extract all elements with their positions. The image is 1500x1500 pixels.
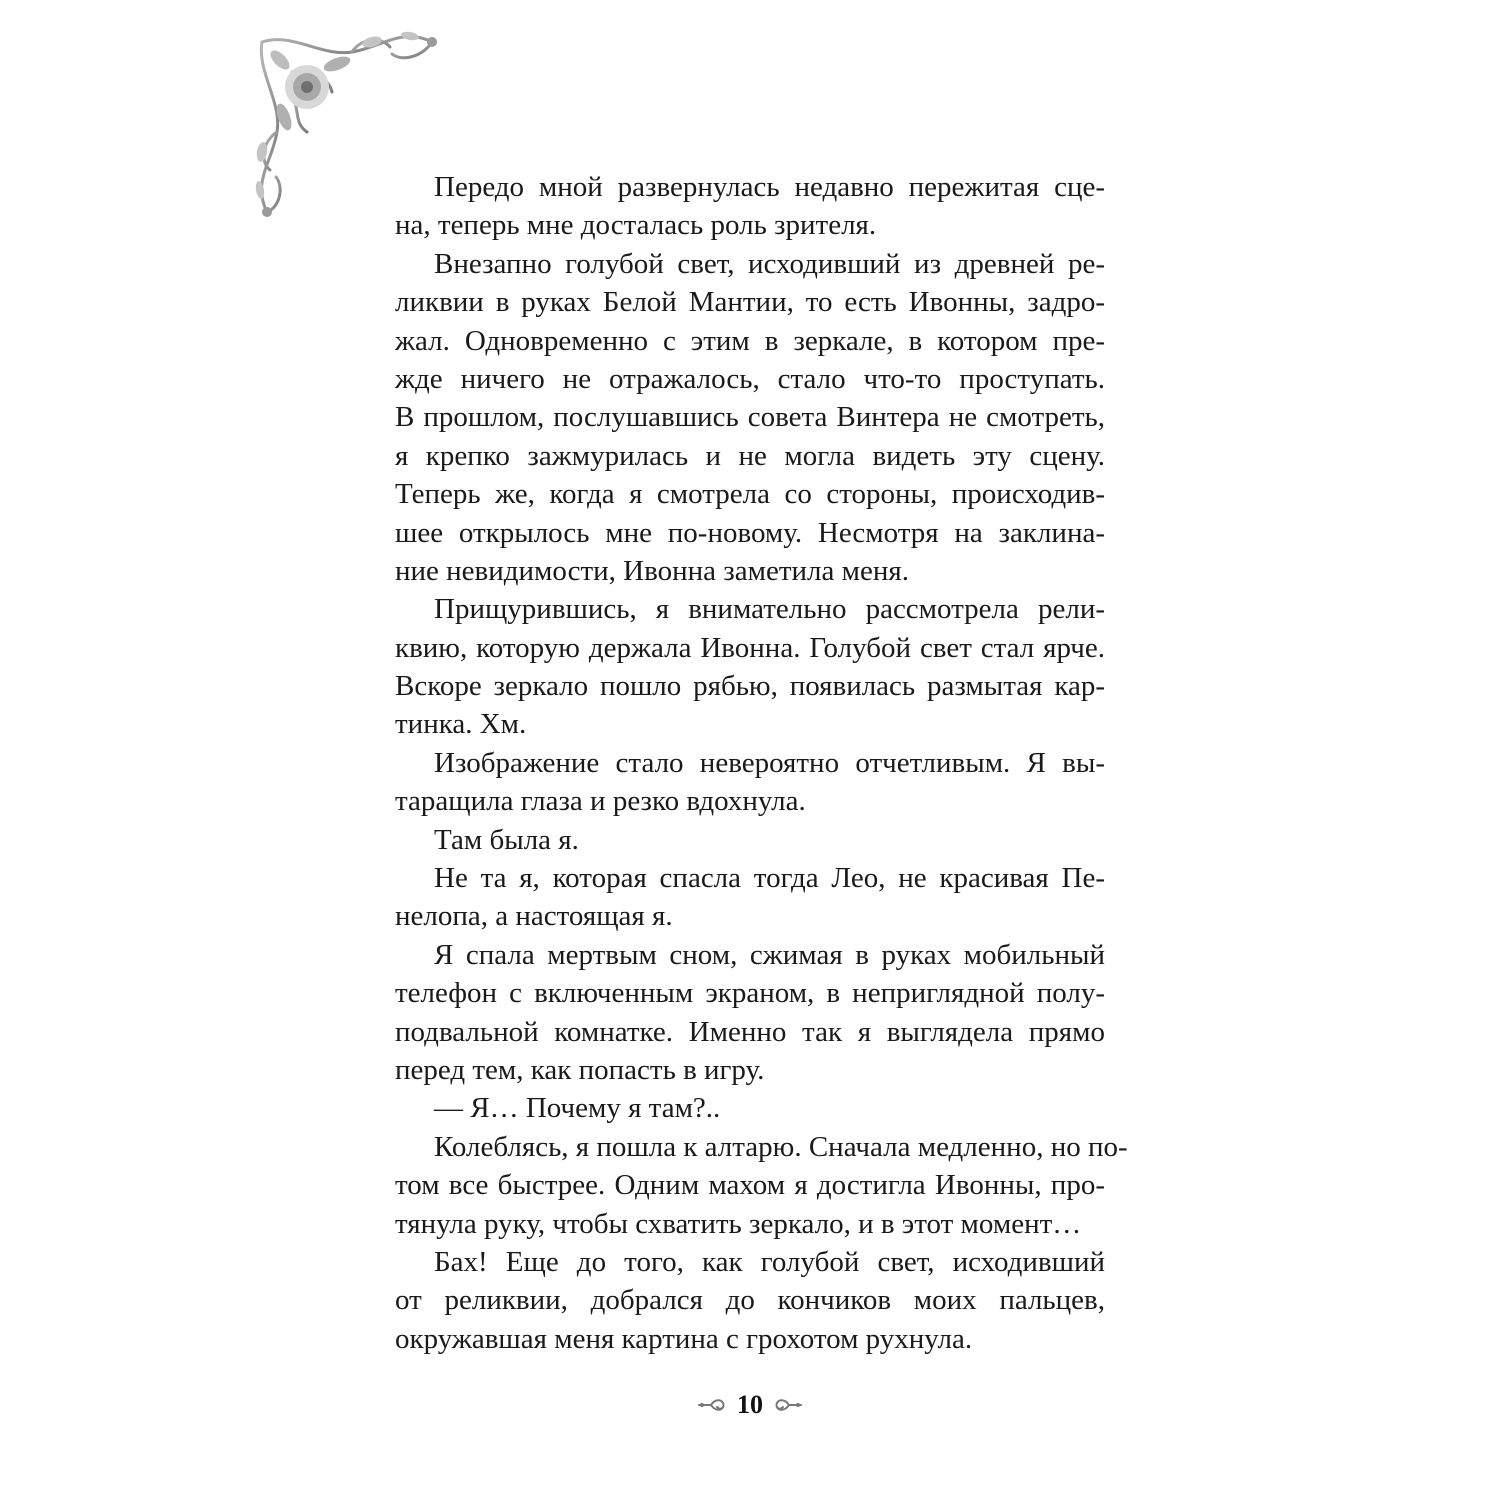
text-line: Я спала мертвым сном, сжимая в руках мобильный: [434, 938, 1105, 971]
text-line: Теперь же, когда я смотрела со стороны, происходив-: [395, 478, 1105, 511]
text-line: тянула руку, чтобы схватить зеркало, и в этот момент…: [395, 1207, 1082, 1240]
text-line: ние невидимости, Ивонна заметила меня.: [395, 554, 909, 587]
text-line: Внезапно голубой свет, исходивший из древней ре-: [434, 247, 1105, 280]
text-line: ликвии в руках Белой Мантии, то есть Ивонны, задро-: [395, 286, 1105, 319]
text-line: Прищурившись, я внимательно рассмотрела рели-: [434, 593, 1105, 626]
text-line: на, теперь мне досталась роль зрителя.: [395, 209, 877, 242]
text-line: том все быстрее. Одним махом я достигла Ивонны, про-: [395, 1169, 1105, 1202]
right-flourish-icon: [771, 1395, 803, 1415]
text-line: жал. Одновременно с этим в зеркале, в котором пре-: [395, 324, 1105, 357]
text-line: подвальной комнатке. Именно так я выглядела прямо: [395, 1015, 1105, 1048]
text-line: жде ничего не отражалось, стало что-то проступать.: [395, 362, 1105, 395]
text-line: — Я… Почему я там?..: [434, 1092, 721, 1125]
text-line: Там была я.: [434, 823, 579, 856]
text-line: от реликвии, добрался до кончиков моих пальцев,: [395, 1284, 1105, 1317]
text-line: телефон с включенным экраном, в неприглядной полу-: [395, 977, 1105, 1010]
page-number: 10: [737, 1390, 763, 1419]
text-line: окружавшая меня картина с грохотом рухнула.: [395, 1322, 973, 1355]
text-line: квию, которую держала Ивонна. Голубой свет стал ярче.: [395, 631, 1105, 664]
text-line: тинка. Хм.: [395, 708, 527, 741]
text-line: я крепко зажмурилась и не могла видеть эту сцену.: [395, 439, 1105, 472]
text-line: шее открылось мне по-новому. Несмотря на заклина-: [395, 516, 1105, 549]
text-line: таращила глаза и резко вдохнула.: [395, 785, 806, 818]
body-text: [395, 168, 1128, 1358]
page-footer: [690, 1385, 810, 1425]
text-line: В прошлом, послушавшись совета Винтера не смотреть,: [395, 401, 1105, 434]
text-line: Вскоре зеркало пошло рябью, появилась размытая кар-: [395, 670, 1105, 703]
text-line: Не та я, которая спасла тогда Лео, не красивая Пе-: [434, 862, 1105, 895]
text-line: Передо мной развернулась недавно пережитая сце-: [434, 171, 1105, 203]
left-flourish-icon: [697, 1395, 729, 1415]
text-line: перед тем, как попасть в игру.: [395, 1053, 765, 1086]
text-line: Бах! Еще до того, как голубой свет, исходивший: [434, 1245, 1105, 1278]
text-line: Колеблясь, я пошла к алтарю. Сначала медленно, но по-: [434, 1130, 1128, 1163]
text-line: нелопа, а настоящая я.: [395, 900, 673, 933]
text-line: Изображение стало невероятно отчетливым. Я вы-: [434, 746, 1105, 779]
